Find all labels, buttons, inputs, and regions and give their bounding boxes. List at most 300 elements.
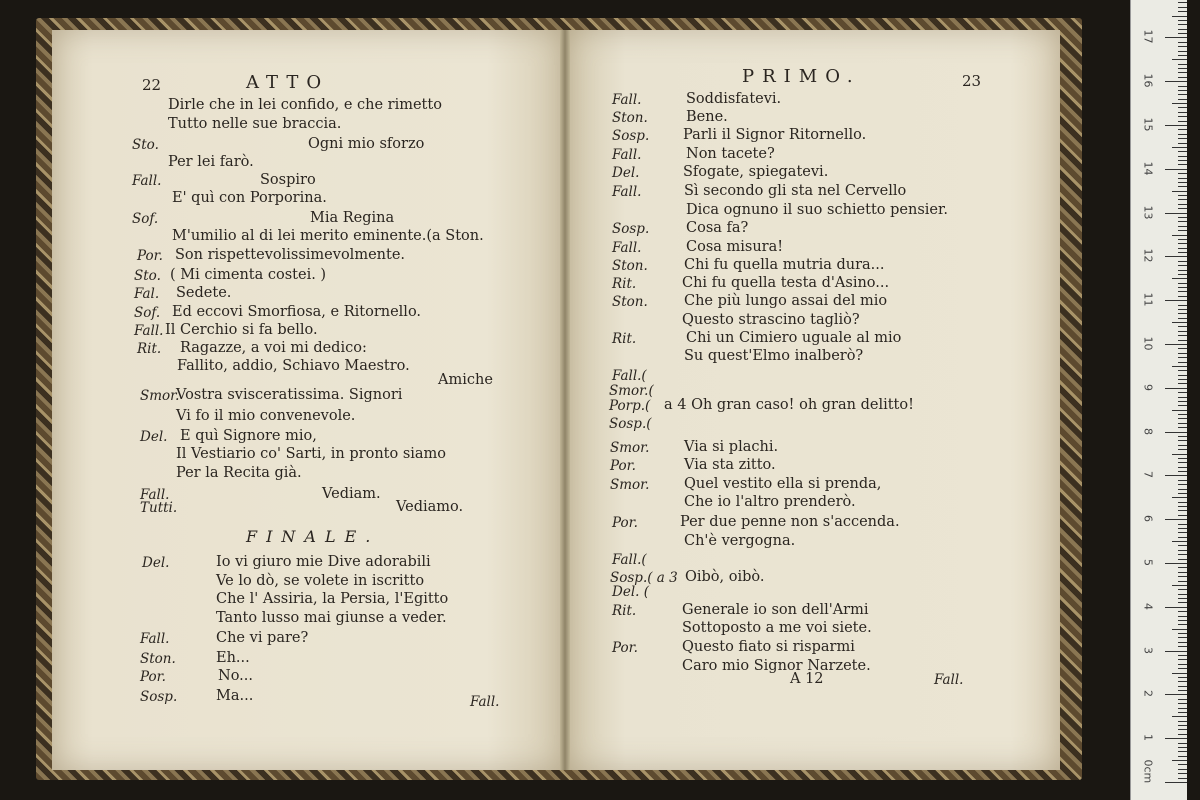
ruler-tick (1165, 300, 1187, 301)
ruler-tick (1178, 221, 1187, 222)
ruler-tick (1178, 545, 1187, 546)
ruler-cm-label: 2 (1141, 690, 1155, 698)
ruler-tick (1178, 502, 1187, 503)
ruler-tick (1178, 532, 1187, 533)
ruler-tick (1178, 51, 1187, 52)
left-speaker: Sto. (134, 268, 161, 284)
right-speaker: Sosp. (612, 221, 650, 237)
right-verse-line: Chi fu quella testa d'Asino... (682, 275, 890, 291)
ruler-tick (1178, 598, 1187, 599)
ruler-tick (1178, 291, 1187, 292)
left-speaker: Sof. (132, 211, 159, 227)
ruler-tick (1178, 699, 1187, 700)
ruler-tick (1165, 519, 1187, 520)
ruler-tick (1172, 497, 1187, 498)
ruler-tick (1172, 629, 1187, 630)
left-catchword: Fall. (470, 694, 500, 710)
ruler-tick (1178, 326, 1187, 327)
left-verse-line: Per la Recita già. (176, 465, 302, 481)
ruler-tick (1178, 64, 1187, 65)
ruler-tick (1172, 454, 1187, 455)
ruler-tick (1178, 471, 1187, 472)
ruler-tick (1165, 256, 1187, 257)
measurement-ruler (1130, 0, 1187, 800)
ruler-cm-label: 8 (1141, 427, 1155, 435)
ruler-tick (1178, 199, 1187, 200)
right-verse-line: Via si plachi. (684, 439, 779, 455)
ruler-tick (1178, 576, 1187, 577)
ruler-tick (1178, 462, 1187, 463)
ruler-tick (1178, 287, 1187, 288)
ruler-tick (1178, 405, 1187, 406)
ruler-tick (1165, 169, 1187, 170)
right-speaker: Fall. (612, 147, 642, 163)
left-speaker: Fall. (140, 487, 170, 503)
ruler-tick (1178, 572, 1187, 573)
ruler-tick (1178, 252, 1187, 253)
ruler-tick (1178, 773, 1187, 774)
ruler-tick (1178, 589, 1187, 590)
ruler-tick (1178, 633, 1187, 634)
left-verse-line: Sospiro (260, 172, 316, 188)
left-verse-line: E' quì con Porporina. (172, 190, 327, 206)
ruler-tick (1172, 235, 1187, 236)
ruler-tick (1165, 388, 1187, 389)
ruler-tick (1178, 611, 1187, 612)
ruler-tick (1178, 769, 1187, 770)
ruler-tick (1178, 528, 1187, 529)
ruler-cm-label: 12 (1141, 248, 1155, 263)
ruler-tick (1178, 445, 1187, 446)
ruler-tick (1178, 129, 1187, 130)
ruler-cm-label: 3 (1141, 646, 1155, 654)
ruler-tick (1178, 554, 1187, 555)
ruler-tick (1178, 414, 1187, 415)
right-verse-line: Chi un Cimiero uguale al mio (686, 330, 902, 346)
ruler-tick (1178, 729, 1187, 730)
ruler-tick (1178, 427, 1187, 428)
ruler-tick (1178, 436, 1187, 437)
ruler-tick (1178, 743, 1187, 744)
ruler-tick (1178, 515, 1187, 516)
ruler-tick (1178, 182, 1187, 183)
ruler-tick (1178, 734, 1187, 735)
ruler-tick (1178, 178, 1187, 179)
ruler-tick (1165, 344, 1187, 345)
ruler-tick (1178, 313, 1187, 314)
right-verse-line: Generale io son dell'Armi (682, 602, 869, 618)
ruler-tick (1178, 449, 1187, 450)
ruler-tick (1178, 283, 1187, 284)
left-verse-line: Per lei farò. (168, 154, 254, 170)
left-verse-line: No... (218, 668, 253, 684)
left-speaker: Del. (140, 429, 168, 445)
ruler-tick (1172, 322, 1187, 323)
ruler-tick (1178, 68, 1187, 69)
ruler-tick (1178, 72, 1187, 73)
ruler-unit-label: 0cm (1141, 759, 1155, 784)
ruler-tick (1178, 642, 1187, 643)
right-verse-line: Quel vestito ella si prenda, (684, 476, 882, 492)
left-verse-line: FINALE. (246, 527, 380, 546)
ruler-tick (1178, 681, 1187, 682)
ruler-tick (1178, 331, 1187, 332)
ruler-tick (1178, 686, 1187, 687)
ruler-tick (1178, 423, 1187, 424)
ruler-cm-label: 17 (1141, 29, 1155, 44)
left-verse-line: Ma... (216, 688, 254, 704)
left-speaker: Sto. (132, 137, 159, 153)
right-verse-line: Parli il Signor Ritornello. (683, 127, 867, 143)
ruler-tick (1172, 191, 1187, 192)
ruler-tick (1178, 764, 1187, 765)
right-speaker: Rit. (612, 331, 637, 347)
ruler-tick (1178, 484, 1187, 485)
ruler-tick (1178, 270, 1187, 271)
right-speaker: Fall.( (612, 368, 647, 384)
left-verse-line: M'umilio al di lei merito eminente.(a Ston. (172, 228, 484, 244)
left-speaker: Del. (142, 555, 170, 571)
ruler-cm-label: 15 (1141, 117, 1155, 132)
ruler-tick (1178, 230, 1187, 231)
ruler-cm-label: 10 (1141, 336, 1155, 351)
ruler-tick (1178, 467, 1187, 468)
ruler-tick (1178, 116, 1187, 117)
ruler-tick (1178, 458, 1187, 459)
right-speaker: Sosp.( a 3 (610, 570, 678, 586)
ruler-tick (1178, 616, 1187, 617)
ruler-tick (1178, 756, 1187, 757)
right-verse-line: Chi fu quella mutria dura... (684, 257, 885, 273)
ruler-tick (1172, 103, 1187, 104)
ruler-tick (1178, 646, 1187, 647)
ruler-tick (1165, 475, 1187, 476)
left-verse-line: Vediam. (322, 486, 381, 502)
ruler-tick (1178, 655, 1187, 656)
left-verse-line: Sedete. (176, 285, 232, 301)
ruler-tick (1178, 33, 1187, 34)
ruler-tick (1165, 37, 1187, 38)
left-speaker: Tutti. (140, 500, 178, 516)
ruler-tick (1178, 418, 1187, 419)
ruler-tick (1178, 217, 1187, 218)
left-verse-line: Amiche (438, 372, 493, 388)
left-speaker: Rit. (137, 341, 162, 357)
ruler-cm-label: 9 (1141, 383, 1155, 391)
ruler-tick (1178, 143, 1187, 144)
right-verse-line: Cosa misura! (686, 239, 784, 255)
ruler-cm-label: 6 (1141, 515, 1155, 523)
ruler-tick (1178, 107, 1187, 108)
ruler-tick (1172, 760, 1187, 761)
ruler-tick (1178, 401, 1187, 402)
right-speaker: Sosp.( (609, 416, 652, 432)
left-verse-line: Che vi pare? (216, 630, 309, 646)
ruler-tick (1178, 46, 1187, 47)
right-speaker: Rit. (612, 603, 637, 619)
ruler-tick (1178, 537, 1187, 538)
ruler-tick (1178, 712, 1187, 713)
right-speaker: Por. (610, 458, 636, 474)
left-verse-line: Eh... (216, 650, 250, 666)
ruler-tick (1178, 265, 1187, 266)
ruler-tick (1178, 226, 1187, 227)
book-gutter (560, 30, 570, 770)
ruler-tick (1172, 366, 1187, 367)
ruler-tick (1178, 186, 1187, 187)
right-verse-line: Su quest'Elmo inalberò? (684, 348, 864, 364)
ruler-tick (1178, 208, 1187, 209)
ruler-tick (1178, 637, 1187, 638)
ruler-cm-label: 1 (1141, 734, 1155, 742)
right-verse-line: Ch'è vergogna. (684, 533, 796, 549)
right-verse-line: Soddisfatevi. (686, 91, 782, 107)
ruler-tick (1178, 506, 1187, 507)
ruler-tick (1178, 112, 1187, 113)
ruler-tick (1178, 99, 1187, 100)
ruler-cm-label: 11 (1141, 292, 1155, 307)
ruler-tick (1178, 11, 1187, 12)
ruler-tick (1178, 677, 1187, 678)
right-verse-line: Sfogate, spiegatevi. (683, 164, 829, 180)
right-verse-line: Bene. (686, 109, 728, 125)
ruler-tick (1178, 90, 1187, 91)
ruler-tick (1172, 59, 1187, 60)
ruler-tick (1178, 340, 1187, 341)
ruler-tick (1178, 510, 1187, 511)
right-speaker: Porp.( (609, 398, 651, 414)
ruler-cm-label: 13 (1141, 205, 1155, 220)
ruler-tick (1178, 195, 1187, 196)
right-verse-line: Questo fiato si risparmi (682, 639, 855, 655)
ruler-tick (1172, 16, 1187, 17)
ruler-tick (1172, 541, 1187, 542)
ruler-tick (1178, 703, 1187, 704)
right-speaker: Smor. (610, 440, 650, 456)
left-speaker: Fall. (132, 173, 162, 189)
ruler-tick (1178, 156, 1187, 157)
ruler-tick (1178, 42, 1187, 43)
ruler-cm-label: 5 (1141, 559, 1155, 566)
ruler-tick (1178, 524, 1187, 525)
right-speaker: Sosp. (612, 128, 650, 144)
ruler-tick (1178, 559, 1187, 560)
ruler-tick (1178, 335, 1187, 336)
ruler-tick (1178, 567, 1187, 568)
ruler-tick (1178, 248, 1187, 249)
ruler-tick (1178, 261, 1187, 262)
right-speaker: Smor.( (609, 383, 654, 399)
right-verse-line: Sì secondo gli sta nel Cervello (684, 183, 907, 199)
ruler-tick (1178, 164, 1187, 165)
ruler-tick (1178, 2, 1187, 3)
ruler-tick (1178, 659, 1187, 660)
ruler-cm-label: 14 (1141, 161, 1155, 176)
right-verse-line: Che io l'altro prenderò. (684, 494, 856, 510)
right-verse-line: Sottoposto a me voi siete. (682, 620, 872, 636)
ruler-tick (1172, 716, 1187, 717)
ruler-tick (1178, 620, 1187, 621)
ruler-tick (1178, 721, 1187, 722)
ruler-tick (1165, 651, 1187, 652)
right-verse-line: Dica ognuno il suo schietto pensier. (686, 202, 948, 218)
ruler-tick (1165, 738, 1187, 739)
ruler-tick (1165, 607, 1187, 608)
ruler-tick (1178, 480, 1187, 481)
right-page-header: PRIMO. (742, 66, 861, 87)
ruler-tick (1178, 353, 1187, 354)
ruler-tick (1178, 29, 1187, 30)
right-speaker: Rit. (612, 276, 637, 292)
ruler-tick (1178, 55, 1187, 56)
ruler-tick (1178, 204, 1187, 205)
ruler-tick (1172, 673, 1187, 674)
ruler-tick (1172, 585, 1187, 586)
ruler-tick (1178, 309, 1187, 310)
ruler-tick (1178, 493, 1187, 494)
left-speaker: Fall. (140, 631, 170, 647)
right-verse-line: Cosa fa? (686, 220, 749, 236)
ruler-tick (1178, 357, 1187, 358)
ruler-tick (1178, 77, 1187, 78)
ruler-tick (1178, 24, 1187, 25)
right-verse-line: Per due penne non s'accenda. (680, 514, 900, 530)
ruler-tick (1178, 392, 1187, 393)
ruler-tick (1178, 690, 1187, 691)
ruler-tick (1172, 410, 1187, 411)
ruler-tick (1178, 594, 1187, 595)
ruler-tick (1178, 296, 1187, 297)
right-verse-line: Oibò, oibò. (685, 569, 765, 585)
ruler-tick (1178, 397, 1187, 398)
ruler-tick (1178, 778, 1187, 779)
right-speaker: Fall. (612, 92, 642, 108)
right-speaker: Fall. (612, 184, 642, 200)
ruler-tick (1178, 489, 1187, 490)
ruler-tick (1165, 432, 1187, 433)
left-verse-line: Io vi giuro mie Dive adorabili (216, 554, 431, 570)
left-speaker: Fal. (134, 286, 160, 302)
left-speaker: Por. (140, 669, 166, 685)
left-page-header: ATTO (246, 72, 330, 93)
ruler-tick (1178, 239, 1187, 240)
ruler-tick (1178, 305, 1187, 306)
left-verse-line: Dirle che in lei confido, e che rimetto (168, 97, 442, 113)
right-speaker: Ston. (612, 258, 648, 274)
ruler-tick (1178, 138, 1187, 139)
left-verse-line: Ragazze, a voi mi dedico: (180, 340, 367, 356)
right-speaker: Por. (612, 515, 638, 531)
right-speaker: Por. (612, 640, 638, 656)
ruler-tick (1178, 581, 1187, 582)
left-page-number: 22 (142, 76, 162, 94)
left-verse-line: Ogni mio sforzo (308, 136, 425, 152)
left-speaker: Por. (137, 248, 163, 264)
right-verse-line: Questo strascino tagliò? (682, 312, 860, 328)
ruler-tick (1178, 160, 1187, 161)
ruler-tick (1178, 274, 1187, 275)
ruler-cm-label: 7 (1141, 471, 1155, 479)
ruler-tick (1178, 370, 1187, 371)
ruler-tick (1178, 664, 1187, 665)
ruler-tick (1165, 694, 1187, 695)
right-verse-line: Via sta zitto. (684, 457, 776, 473)
left-verse-line: Che l' Assiria, la Persia, l'Egitto (216, 591, 449, 607)
ruler-tick (1178, 550, 1187, 551)
ruler-tick (1178, 383, 1187, 384)
ruler-tick (1178, 440, 1187, 441)
right-verse-line: Caro mio Signor Narzete. (682, 658, 871, 674)
ruler-tick (1178, 94, 1187, 95)
ruler-tick (1178, 725, 1187, 726)
right-verse-line: Non tacete? (686, 146, 775, 162)
left-verse-line: Vostra svisceratissima. Signori (176, 387, 403, 403)
right-speaker: Fall. (612, 240, 642, 256)
ruler-tick (1178, 121, 1187, 122)
ruler-tick (1178, 134, 1187, 135)
left-verse-line: Ve lo dò, se volete in iscritto (216, 573, 425, 589)
ruler-tick (1178, 379, 1187, 380)
right-speaker: Ston. (612, 110, 648, 126)
left-verse-line: Vediamo. (396, 499, 464, 515)
right-verse-line: a 4 Oh gran caso! oh gran delitto! (664, 397, 914, 413)
ruler-tick (1178, 348, 1187, 349)
left-verse-line: Son rispettevolissimevolmente. (175, 247, 406, 263)
ruler-cm-label: 16 (1141, 73, 1155, 88)
ruler-tick (1165, 213, 1187, 214)
ruler-tick (1178, 173, 1187, 174)
ruler-tick (1178, 375, 1187, 376)
left-speaker: Sof. (134, 305, 161, 321)
right-verse-line: Che più lungo assai del mio (684, 293, 888, 309)
left-verse-line: Fallito, addio, Schiavo Maestro. (177, 358, 410, 374)
left-verse-line: ( Mi cimenta costei. ) (170, 267, 327, 283)
ruler-tick (1178, 86, 1187, 87)
ruler-tick (1165, 563, 1187, 564)
left-verse-line: Vi fo il mio convenevole. (176, 408, 356, 424)
ruler-tick (1178, 751, 1187, 752)
left-verse-line: Tutto nelle sue braccia. (168, 116, 342, 132)
left-verse-line: Mia Regina (310, 210, 395, 226)
right-catchword: Fall. (934, 672, 964, 688)
right-page-number: 23 (962, 72, 982, 90)
ruler-tick (1178, 151, 1187, 152)
left-verse-line: Ed eccovi Smorfiosa, e Ritornello. (172, 304, 422, 320)
left-verse-line: Il Vestiario co' Sarti, in pronto siamo (176, 446, 447, 462)
ruler-tick (1165, 782, 1187, 783)
ruler-tick (1178, 747, 1187, 748)
ruler-tick (1178, 7, 1187, 8)
left-speaker: Sosp. (140, 689, 178, 705)
ruler-tick (1178, 20, 1187, 21)
ruler-cm-label: 4 (1141, 602, 1155, 610)
left-verse-line: Il Cerchio si fa bello. (165, 322, 318, 338)
ruler-tick (1178, 624, 1187, 625)
left-verse-line: E quì Signore mio, (180, 428, 317, 444)
right-speaker: Del. ( (612, 584, 649, 600)
ruler-tick (1178, 243, 1187, 244)
ruler-tick (1172, 278, 1187, 279)
signature-mark: A 12 (790, 671, 824, 687)
ruler-tick (1165, 81, 1187, 82)
left-verse-line: Tanto lusso mai giunse a veder. (216, 610, 447, 626)
ruler-tick (1178, 362, 1187, 363)
ruler-tick (1178, 668, 1187, 669)
ruler-tick (1165, 125, 1187, 126)
right-speaker: Smor. (610, 477, 650, 493)
left-speaker: Smor. (140, 388, 180, 404)
right-speaker: Ston. (612, 294, 648, 310)
